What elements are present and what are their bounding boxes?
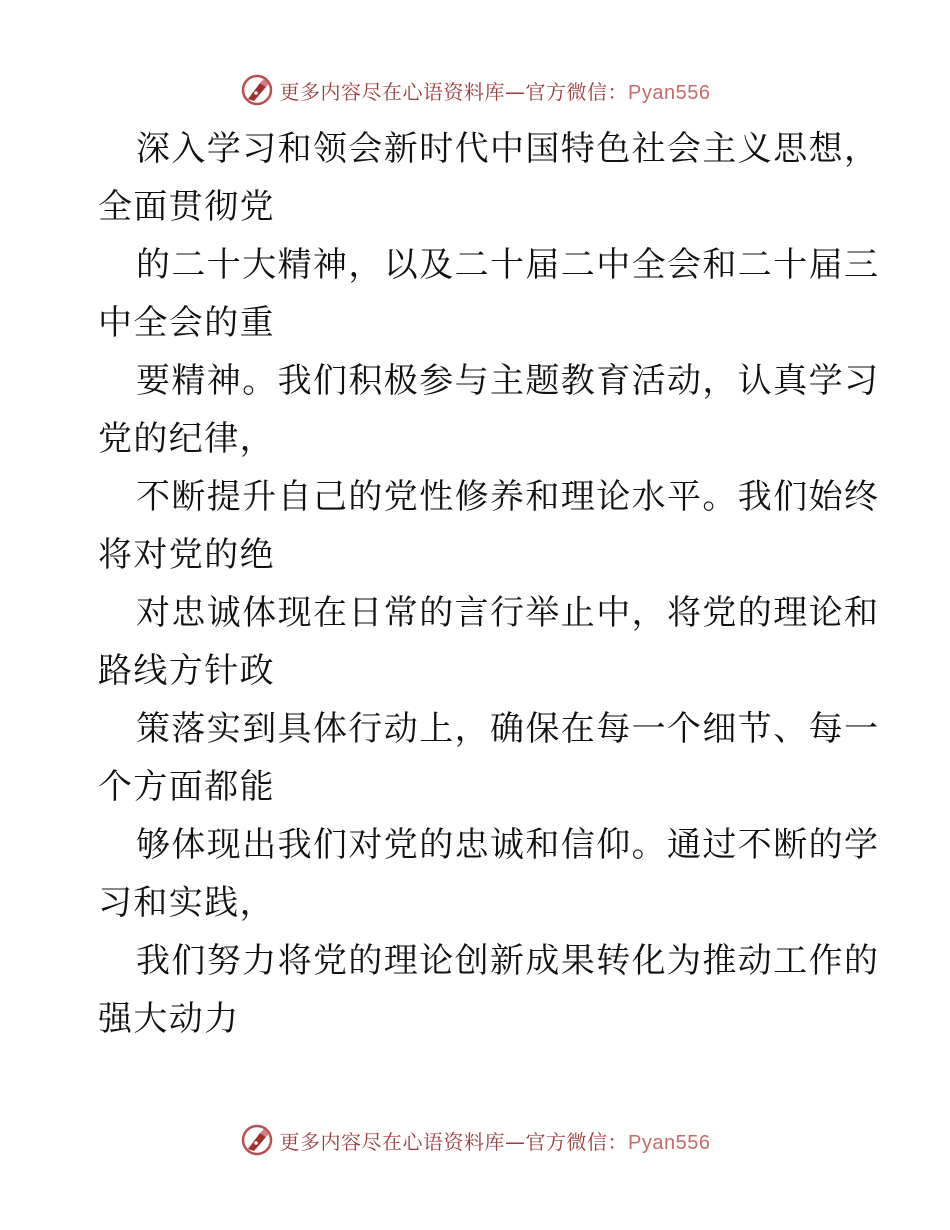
text-line: 全面贯彻党 xyxy=(98,187,275,227)
banner-site-text: 更多内容尽在心语资料库 xyxy=(279,1129,506,1154)
pen-nib-logo-icon xyxy=(240,1123,274,1157)
text-line: 将对党的绝 xyxy=(98,535,275,575)
header-banner xyxy=(0,70,950,110)
text-line: 强大动力 xyxy=(98,999,240,1039)
banner-text xyxy=(280,1126,711,1155)
footer-banner xyxy=(0,1120,950,1160)
text-line: 深入学习和领会新时代中国特色社会主义思想， xyxy=(136,129,880,169)
banner-contact-text: 官方微信： xyxy=(525,1129,629,1154)
text-line: 的二十大精神，以及二十届二中全会和二十届三 xyxy=(136,245,880,285)
banner-contact-id: Pyan556 xyxy=(628,81,711,104)
text-line: 我们努力将党的理论创新成果转化为推动工作的 xyxy=(136,941,880,981)
banner-text xyxy=(280,76,711,105)
text-line: 不断提升自己的党性修养和理论水平。我们始终 xyxy=(136,477,880,517)
text-line: 对忠诚体现在日常的言行举止中，将党的理论和 xyxy=(136,593,880,633)
text-line: 策落实到具体行动上，确保在每一个细节、每一 xyxy=(136,709,880,749)
banner-site-text: 更多内容尽在心语资料库 xyxy=(279,79,506,104)
text-line: 要精神。我们积极参与主题教育活动，认真学习 xyxy=(136,361,880,401)
text-line: 习和实践， xyxy=(98,883,275,923)
text-line: 个方面都能 xyxy=(98,767,275,807)
text-line: 路线方针政 xyxy=(98,651,275,691)
banner-separator: — xyxy=(505,79,526,104)
text-line: 够体现出我们对党的忠诚和信仰。通过不断的学 xyxy=(136,825,880,865)
pen-nib-logo-icon xyxy=(240,73,274,107)
banner-contact-id: Pyan556 xyxy=(628,1131,711,1154)
text-line: 党的纪律， xyxy=(98,419,275,459)
banner-contact-text: 官方微信： xyxy=(525,79,629,104)
document-body xyxy=(98,120,880,1048)
banner-separator: — xyxy=(505,1129,526,1154)
text-line: 中全会的重 xyxy=(98,303,275,343)
